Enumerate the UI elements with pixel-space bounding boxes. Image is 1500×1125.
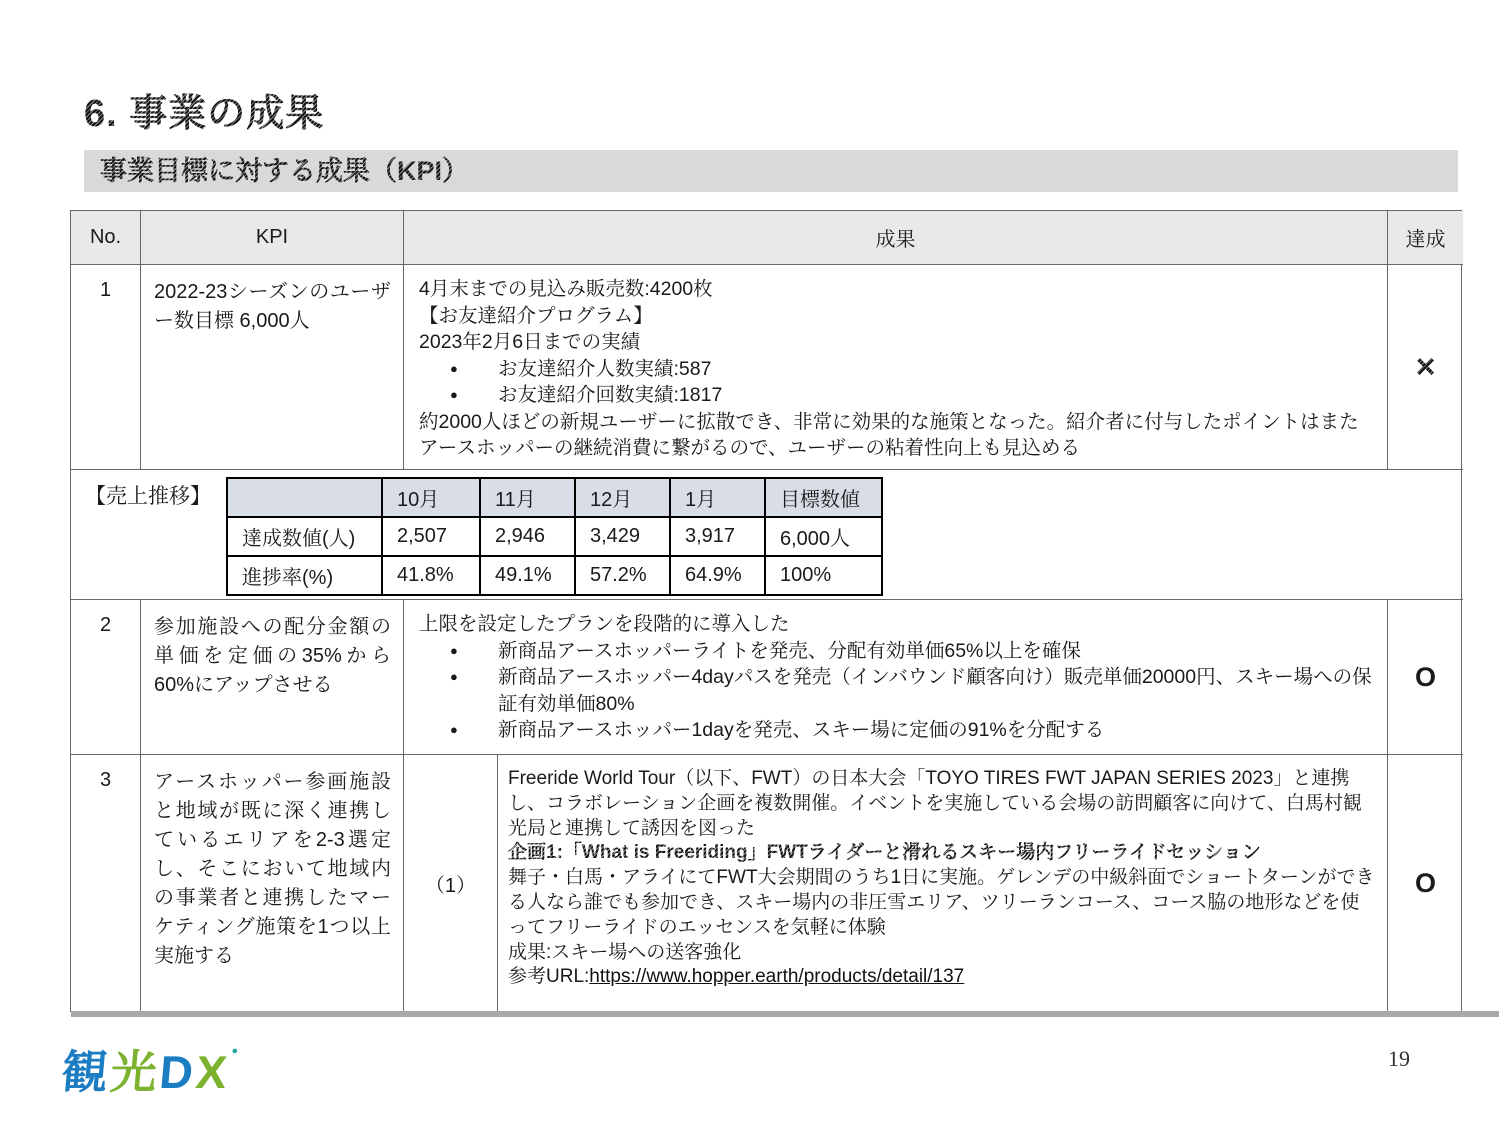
result-bullet-text: お友達紹介回数実績:1817	[498, 384, 723, 406]
bullet-icon: ●	[450, 722, 458, 737]
sales-value: 3,917	[670, 517, 765, 556]
result-line: 約2000人ほどの新規ユーザーに拡散でき、非常に効果的な施策となった。紹介者に付与したポイントはまたアースホッパーの継続消費に繋がるので、ユーザーの粘着性向上も見込める	[419, 410, 1359, 459]
sales-row-label: 進捗率(%)	[227, 556, 382, 595]
col-header-achieved: 達成	[1388, 211, 1463, 265]
result-line: 上限を設定したプランを段階的に導入した	[419, 613, 790, 635]
bullet-icon: ●	[450, 669, 458, 684]
sales-trend-table	[226, 477, 883, 596]
sales-col-header: 11月	[480, 478, 575, 517]
section-heading-bar	[84, 150, 1458, 192]
kanko-dx-logo	[59, 1036, 239, 1102]
logo-char: 光	[108, 1046, 163, 1098]
sales-value: 100%	[765, 556, 882, 595]
reference-line	[508, 965, 1377, 990]
result-bullet	[404, 356, 1373, 383]
reference-label: 参考URL:	[508, 966, 590, 988]
sales-value: 57.2%	[575, 556, 670, 595]
sales-value: 49.1%	[480, 556, 575, 595]
row1-kpi: 2022-23シーズンのユーザー数目標 6,000人	[141, 265, 404, 470]
sales-value: 64.9%	[670, 556, 765, 595]
row1-result	[404, 265, 1388, 470]
col-header-no: No.	[71, 211, 141, 265]
row3-result-text	[498, 755, 1387, 1011]
result-bullet-text: 新商品アースホッパー1dayを発売、スキー場に定価の91%を分配する	[498, 719, 1105, 741]
bullet-icon: ●	[450, 642, 458, 658]
result-bullet	[404, 664, 1373, 717]
row3-kpi: アースホッパー参画施設と地域が既に深く連携しているエリアを2-3選定し、そこにおいて地域内の事業者と連携したマーケティング施策を1つ以上実施する	[141, 755, 404, 1011]
result-line: Freeride World Tour（以下、FWT）の日本大会「TOYO TIRES FWT JAPAN SERIES 2023」と連携し、コラボレーション企画を複数開催。イベントを実施している会場の訪問顧客に向けて、白馬村観光局と連携して誘因を図った	[508, 768, 1362, 839]
sales-value: 41.8%	[382, 556, 480, 595]
result-bullet-text: 新商品アースホッパー4dayパスを発売（インバウンド顧客向け）販売単価20000円、スキー場への保証有効単価80%	[498, 666, 1372, 715]
sales-col-header: 1月	[670, 478, 765, 517]
row2-result	[404, 600, 1388, 755]
sales-corner-cell	[227, 478, 382, 517]
bullet-icon: ●	[450, 360, 458, 376]
kpi-table	[70, 210, 1462, 1012]
logo-char: D	[157, 1046, 199, 1098]
row2-number: 2	[71, 600, 141, 755]
section-heading: 事業目標に対する成果（KPI）	[100, 156, 470, 186]
row2-achieved-cell	[1388, 600, 1463, 755]
result-line: 成果:スキー場への送客強化	[508, 941, 742, 963]
result-line: 2023年2月6日までの実績	[419, 331, 641, 353]
sales-col-header: 10月	[382, 478, 480, 517]
sales-col-header: 目標数値	[765, 478, 882, 517]
col-header-kpi: KPI	[141, 211, 404, 265]
row1-achieved-cell	[1388, 265, 1463, 470]
row2-kpi: 参加施設への配分金額の単価を定価の35%から60%にアップさせる	[141, 600, 404, 755]
page-title: 6. 事業の成果	[84, 82, 324, 137]
col-header-result: 成果	[404, 211, 1388, 265]
circle-mark: O	[1414, 867, 1436, 898]
page-number: 19	[1388, 1046, 1410, 1071]
sales-value: 3,429	[575, 517, 670, 556]
logo-dot-icon: ●	[230, 1045, 239, 1057]
result-bullet	[404, 638, 1373, 665]
cross-mark: ×	[1415, 348, 1436, 386]
row3-result	[404, 755, 1388, 1011]
row3-number: 3	[71, 755, 141, 1011]
plan-title-line: 企画1:「What is Freeriding」FWTライダーと滑れるスキー場内フリーライドセッション	[508, 841, 1377, 866]
result-line: 4月末までの見込み販売数:4200枚	[419, 278, 713, 300]
result-bullet	[404, 382, 1373, 409]
bullet-icon: ●	[450, 387, 458, 402]
result-bullet-text: 新商品アースホッパーライトを発売、分配有効単価65%以上を確保	[498, 639, 1081, 662]
logo-char: X	[193, 1046, 232, 1098]
sales-value: 2,946	[480, 517, 575, 556]
logo-char: 観	[59, 1046, 114, 1098]
circle-mark: O	[1414, 661, 1436, 692]
reference-link[interactable]: https://www.hopper.earth/products/detail/137	[589, 966, 965, 988]
row3-sub-number: （1）	[404, 755, 498, 1011]
result-line: 【お友達紹介プログラム】	[419, 304, 653, 327]
sales-value: 6,000人	[765, 517, 882, 556]
sales-trend-label: 【売上推移】	[85, 485, 211, 508]
result-bullet-text: お友達紹介人数実績:587	[498, 357, 712, 380]
row3-achieved-cell	[1388, 755, 1463, 1011]
sales-trend-row	[71, 470, 1463, 600]
result-line: 舞子・白馬・アライにてFWT大会期間のうち1日に実施。ゲレンデの中級斜面でショートターンができる人なら誰でも参加でき、スキー場内の非圧雪エリア、ツリーランコース、コース脇の地形などを使ってフリーライドのエッセンスを気軽に体験	[508, 867, 1375, 938]
sales-row-label: 達成数値(人)	[227, 517, 382, 556]
sales-value: 2,507	[382, 517, 480, 556]
sales-col-header: 12月	[575, 478, 670, 517]
result-bullet	[404, 717, 1373, 744]
row1-number: 1	[71, 265, 141, 470]
